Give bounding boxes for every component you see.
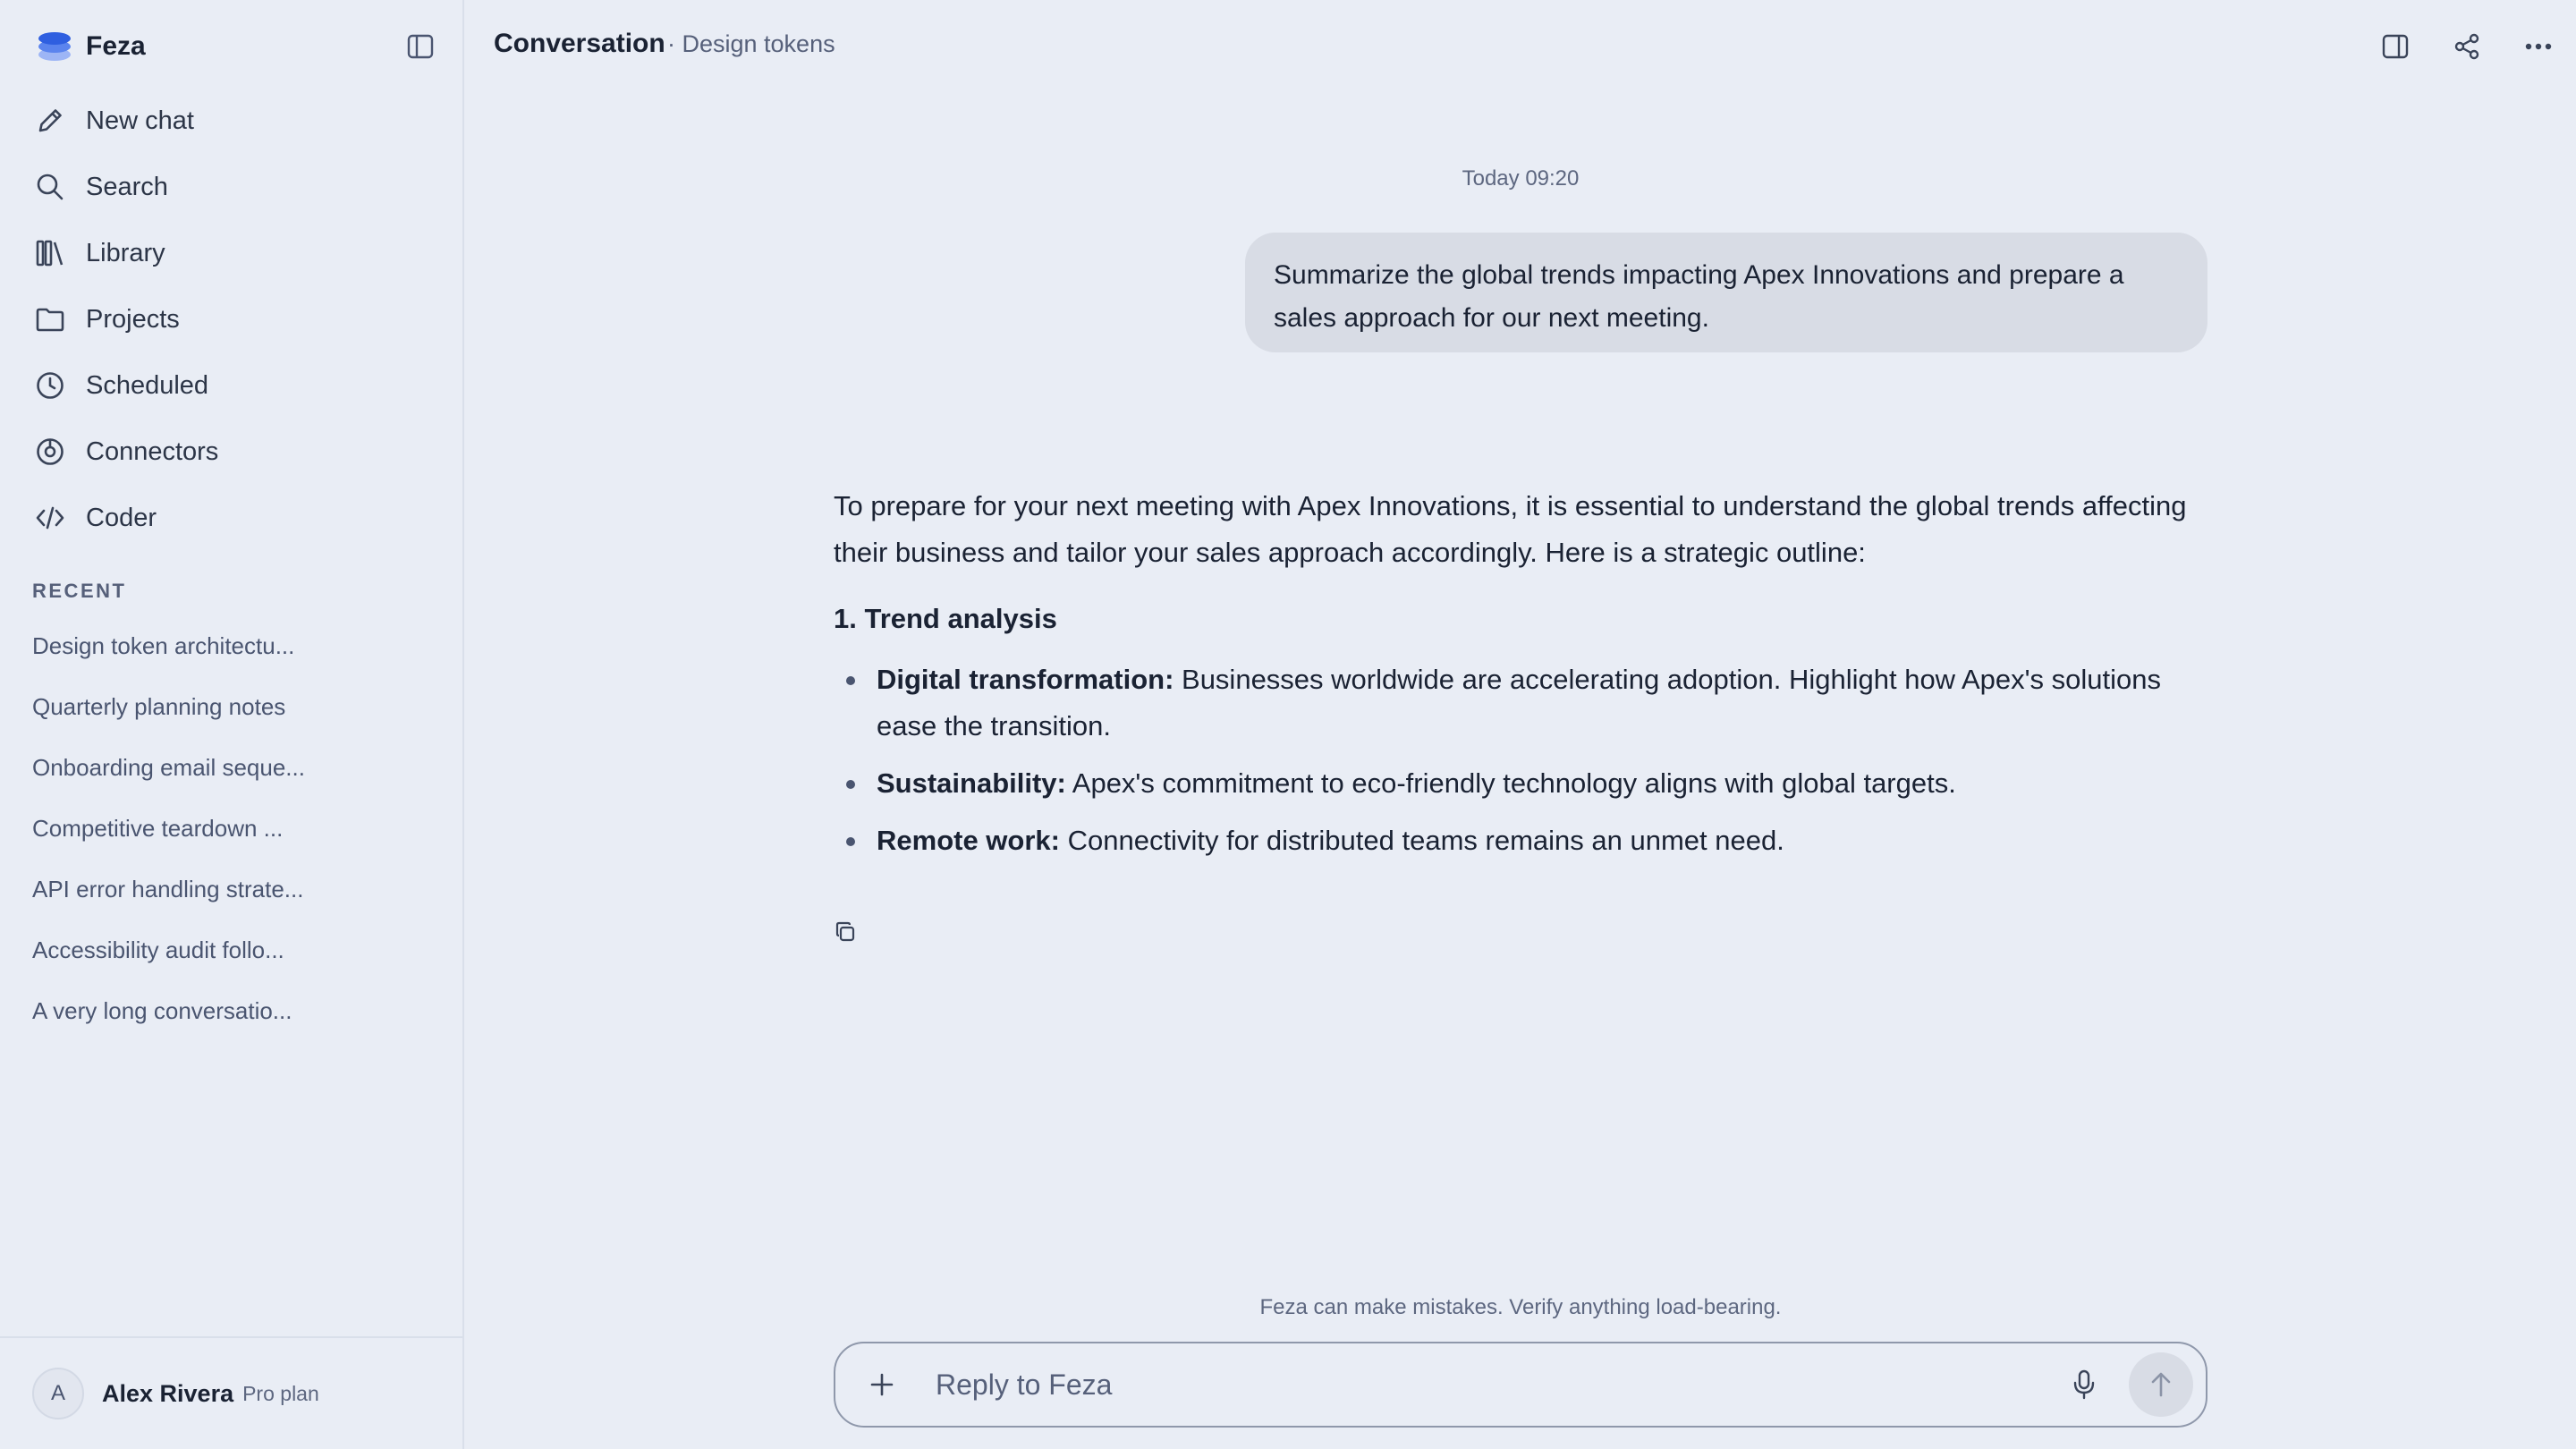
collapse-sidebar-button[interactable] <box>404 30 436 63</box>
nav-projects[interactable] <box>18 286 447 352</box>
reply-bullet <box>834 818 2211 864</box>
voice-input-button[interactable] <box>2064 1365 2104 1404</box>
nav-library[interactable] <box>18 220 447 286</box>
user-name: Alex Rivera <box>102 1379 234 1407</box>
copy-button[interactable] <box>834 914 857 950</box>
recent-item[interactable]: Design token architectu... <box>32 631 295 659</box>
share-icon <box>2453 32 2481 61</box>
recent-item[interactable]: API error handling strate... <box>32 875 304 902</box>
library-icon <box>34 237 66 269</box>
reply-input[interactable] <box>936 1360 1973 1410</box>
message-timestamp: Today 09:20 <box>1462 166 1580 191</box>
search-icon <box>34 171 66 203</box>
recent-item[interactable]: Competitive teardown ... <box>32 814 284 842</box>
panel-icon <box>2382 34 2409 59</box>
bullet-text: Businesses worldwide are accelerating adoption. Highlight how Apex's solutions ease the transition. <box>877 664 2162 741</box>
conversation-header <box>465 0 2576 91</box>
recent-item[interactable]: Onboarding email seque... <box>32 753 305 781</box>
avatar: A <box>32 1368 84 1419</box>
recent-heading: RECENT <box>32 580 127 602</box>
send-button[interactable] <box>2129 1352 2193 1417</box>
reply-bullets <box>834 657 2211 864</box>
more-horizontal-icon <box>2524 42 2553 51</box>
sidebar-nav <box>18 88 447 551</box>
nav-label: New chat <box>86 106 194 135</box>
recent-item[interactable]: Accessibility audit follo... <box>32 936 284 963</box>
user-plan: Pro plan <box>242 1381 319 1405</box>
nav-label: Projects <box>86 304 180 334</box>
assistant-reply <box>834 483 2211 875</box>
bullet-term: Digital transformation: <box>877 664 1174 695</box>
bullet-text: Apex's commitment to eco-friendly technology aligns with global targets. <box>1065 767 1956 799</box>
nav-scheduled[interactable] <box>18 352 447 419</box>
feza-logo-icon <box>36 29 73 64</box>
nav-search[interactable] <box>18 154 447 220</box>
pencil-icon <box>34 105 66 137</box>
more-options-button[interactable] <box>2519 27 2558 66</box>
reply-intro: To prepare for your next meeting with Apex Innovations, it is essential to understand the global trends affecting their business and tailor your sales approach accordingly. Here is a strategic outline: <box>834 490 2187 568</box>
disclaimer: Feza can make mistakes. Verify anything load-bearing. <box>1259 1295 1782 1319</box>
app-name: Feza <box>86 31 146 61</box>
nav-label: Scheduled <box>86 370 209 400</box>
brand[interactable] <box>36 27 146 66</box>
account-menu[interactable] <box>0 1336 462 1449</box>
composer <box>834 1342 2207 1428</box>
user-message: Summarize the global trends impacting Apex Innovations and prepare a sales approach for our next meeting. <box>1245 233 2207 352</box>
clock-icon <box>34 369 66 402</box>
conversation-title[interactable]: Conversation <box>494 29 665 58</box>
share-button[interactable] <box>2447 27 2487 66</box>
recent-list <box>18 615 447 1041</box>
nav-connectors[interactable] <box>18 419 447 485</box>
bullet-term: Remote work: <box>877 825 1060 856</box>
folder-icon <box>34 303 66 335</box>
attach-button[interactable] <box>862 1365 902 1404</box>
microphone-icon <box>2071 1369 2097 1400</box>
reply-bullet <box>834 760 2211 807</box>
copy-icon <box>834 920 857 944</box>
nav-label: Connectors <box>86 436 219 466</box>
nav-label: Coder <box>86 503 157 532</box>
sidebar-toggle-icon <box>407 34 434 59</box>
plus-icon <box>869 1371 895 1398</box>
reply-bullet <box>834 657 2211 750</box>
sidebar <box>0 0 464 1449</box>
toggle-panel-button[interactable] <box>2376 27 2415 66</box>
code-icon <box>34 502 66 534</box>
arrow-up-icon <box>2148 1371 2174 1398</box>
nav-coder[interactable] <box>18 485 447 551</box>
nav-label: Library <box>86 238 165 267</box>
bullet-term: Sustainability: <box>877 767 1066 799</box>
nav-new-chat[interactable] <box>18 88 447 154</box>
bullet-text: Connectivity for distributed teams remains an unmet need. <box>1059 825 1784 856</box>
recent-item[interactable]: Quarterly planning notes <box>32 692 286 720</box>
nav-label: Search <box>86 172 168 201</box>
recent-item[interactable]: A very long conversatio... <box>32 996 292 1024</box>
project-label[interactable]: · Design tokens <box>667 30 835 57</box>
reply-heading: 1. Trend analysis <box>834 603 1057 634</box>
connector-icon <box>34 436 66 468</box>
